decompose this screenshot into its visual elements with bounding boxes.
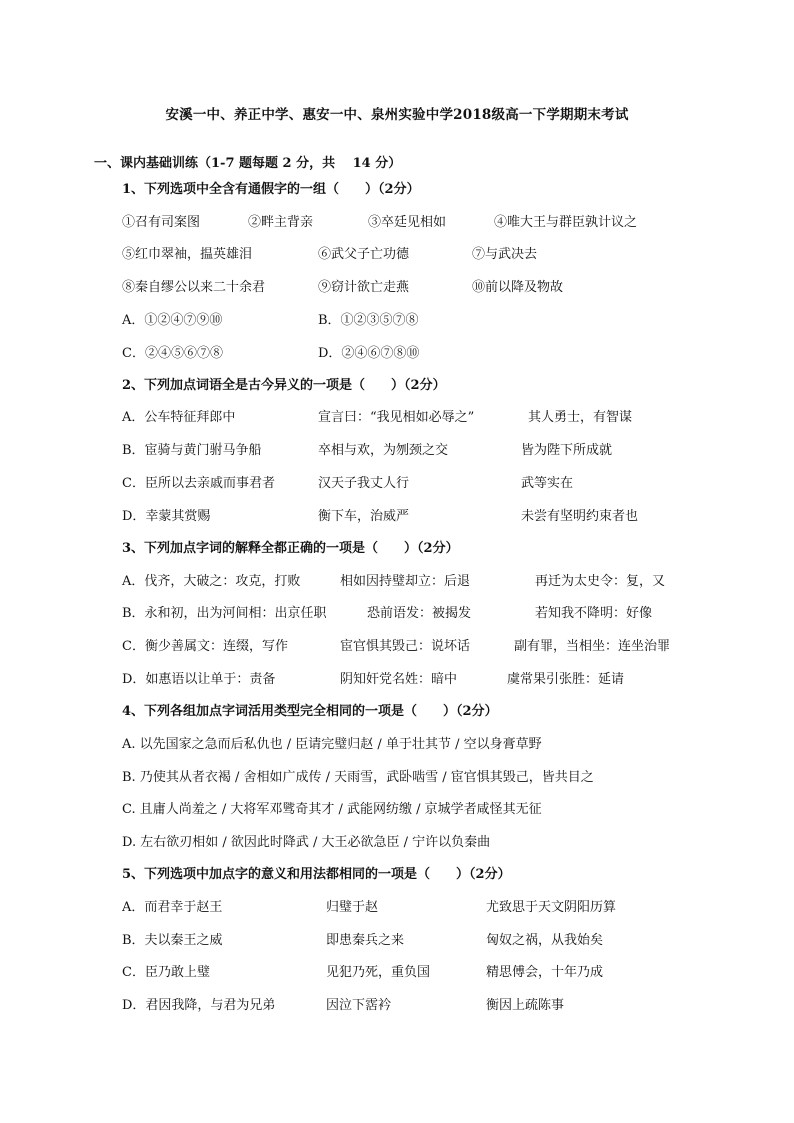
choice-b-item: 匈奴之祸，从我始矣 bbox=[486, 933, 604, 948]
choice-b: B．①②③⑤⑦⑧ bbox=[318, 313, 419, 328]
option-item: ⑦与武决去 bbox=[472, 247, 538, 262]
choice-b-item: 皆为陛下所成就 bbox=[521, 443, 613, 458]
choice-d-item: 未尝有坚明约束者也 bbox=[521, 509, 639, 524]
option-item: ⑩前以降及物故 bbox=[472, 280, 564, 295]
choice-d-item: 因泣下霑衿 bbox=[326, 998, 392, 1013]
choice-a-item: 再迁为太史令：复，又 bbox=[535, 574, 666, 589]
choice-d-item: 衡下车，治威严 bbox=[318, 509, 410, 524]
option-item: ②畔主背亲 bbox=[248, 215, 314, 230]
section-heading: 一、课内基础训练（1-7 题每题 2 分，共 14 分） bbox=[94, 156, 402, 171]
choice-d-item: D. 左右欲刃相如 / 欲因此时降武 / 大王必欲急臣 / 宁许以负秦曲 bbox=[122, 835, 491, 850]
option-item: ⑧秦自缪公以来二十余君 bbox=[122, 280, 266, 295]
option-item: ⑤红巾翠袖，揾英雄泪 bbox=[122, 247, 253, 262]
choice-d-item: D．如惠语以让单于：责备 bbox=[122, 672, 276, 687]
exam-title: 安溪一中、养正中学、惠安一中、泉州实验中学2018级高一下学期期末考试 bbox=[165, 107, 629, 123]
choice-b-item: B．永和初，出为河间相：出京任职 bbox=[122, 606, 327, 621]
choice-b-item: B．宦骑与黄门驸马争船 bbox=[122, 443, 262, 458]
choice-a-item: 相如因持璧却立：后退 bbox=[340, 574, 471, 589]
choice-c-item: C．臣所以去亲戚而事君者 bbox=[122, 476, 275, 491]
choice-a-item: A. 以先国家之急而后私仇也 / 臣请完璧归赵 / 单于壮其节 / 空以身膏草野 bbox=[122, 737, 542, 752]
choice-c: C．②④⑤⑥⑦⑧ bbox=[122, 346, 223, 361]
choice-a-item: A．公车特征拜郎中 bbox=[122, 410, 236, 425]
choice-c-item: C．臣乃敢上璧 bbox=[122, 965, 210, 980]
choice-a-item: A．而君幸于赵王 bbox=[122, 900, 223, 915]
choice-c-item: 副有罪，当相坐：连坐治罪 bbox=[514, 639, 671, 654]
choice-d-item: 衡因上疏陈事 bbox=[486, 998, 565, 1013]
choice-c-item: C．衡少善属文：连缀，写作 bbox=[122, 639, 288, 654]
option-item: ⑨窃计欲亡走燕 bbox=[318, 280, 410, 295]
choice-b-item: 即患秦兵之来 bbox=[326, 933, 405, 948]
choice-c-item: 汉天子我丈人行 bbox=[318, 476, 410, 491]
choice-b-item: 卒相与欢，为刎颈之交 bbox=[318, 443, 449, 458]
choice-b-item: B．夫以秦王之威 bbox=[122, 933, 223, 948]
choice-a-item: 其人勇士，有智谋 bbox=[528, 410, 633, 425]
choice-a-item: 尤致思于天文阴阳历算 bbox=[486, 900, 617, 915]
choice-a-item: 宣言曰：“我见相如必辱之” bbox=[318, 410, 475, 425]
choice-d-item: D．君因我降，与君为兄弟 bbox=[122, 998, 276, 1013]
option-item: ③卒廷见相如 bbox=[368, 215, 447, 230]
choice-a-item: A．伐齐，大破之：攻克，打败 bbox=[122, 574, 301, 589]
choice-c-item: 宦官惧其毁己：说坏话 bbox=[340, 639, 471, 654]
choice-d-item: 阴知奸党名姓：暗中 bbox=[340, 672, 458, 687]
choice-b-item: B. 乃使其从者衣褐 / 舍相如广成传 / 天雨雪，武卧啮雪 / 宦官惧其毁己，皆共目之 bbox=[122, 770, 594, 785]
choice-c-item: 武等实在 bbox=[521, 476, 574, 491]
option-item: ⑥武父子亡功德 bbox=[318, 247, 410, 262]
choice-b-item: 恐前语发：被揭发 bbox=[367, 606, 472, 621]
option-item: ①召有司案图 bbox=[122, 215, 201, 230]
question-3-heading: 3、下列加点字词的解释全都正确的一项是（ ）（2分） bbox=[122, 541, 459, 556]
question-5-heading: 5、下列选项中加点字的意义和用法都相同的一项是（ ）（2分） bbox=[122, 867, 511, 882]
choice-b-item: 若知我不降明：好像 bbox=[535, 606, 653, 621]
choice-c-item: C. 且庸人尚羞之 / 大将军邓骘奇其才 / 武能网纺缴 / 京城学者咸怪其无征 bbox=[122, 802, 542, 817]
question-4-heading: 4、下列各组加点字词活用类型完全相同的一项是（ ）（2分） bbox=[122, 704, 498, 719]
choice-d: D．②④⑥⑦⑧⑩ bbox=[318, 346, 420, 361]
choice-d-item: D．幸蒙其赏赐 bbox=[122, 509, 211, 524]
choice-a: A．①②④⑦⑨⑩ bbox=[122, 313, 223, 328]
choice-c-item: 见犯乃死，重负国 bbox=[326, 965, 431, 980]
choice-d-item: 虞常果引张胜：延请 bbox=[507, 672, 625, 687]
choice-c-item: 精思傅会，十年乃成 bbox=[486, 965, 604, 980]
question-2-heading: 2、下列加点词语全是古今异义的一项是（ ）（2分） bbox=[122, 378, 446, 393]
option-item: ④唯大王与群臣孰计议之 bbox=[494, 215, 638, 230]
choice-a-item: 归璧于赵 bbox=[326, 900, 379, 915]
question-1-heading: 1、下列选项中全含有通假字的一组（ ）（2分） bbox=[122, 182, 420, 197]
